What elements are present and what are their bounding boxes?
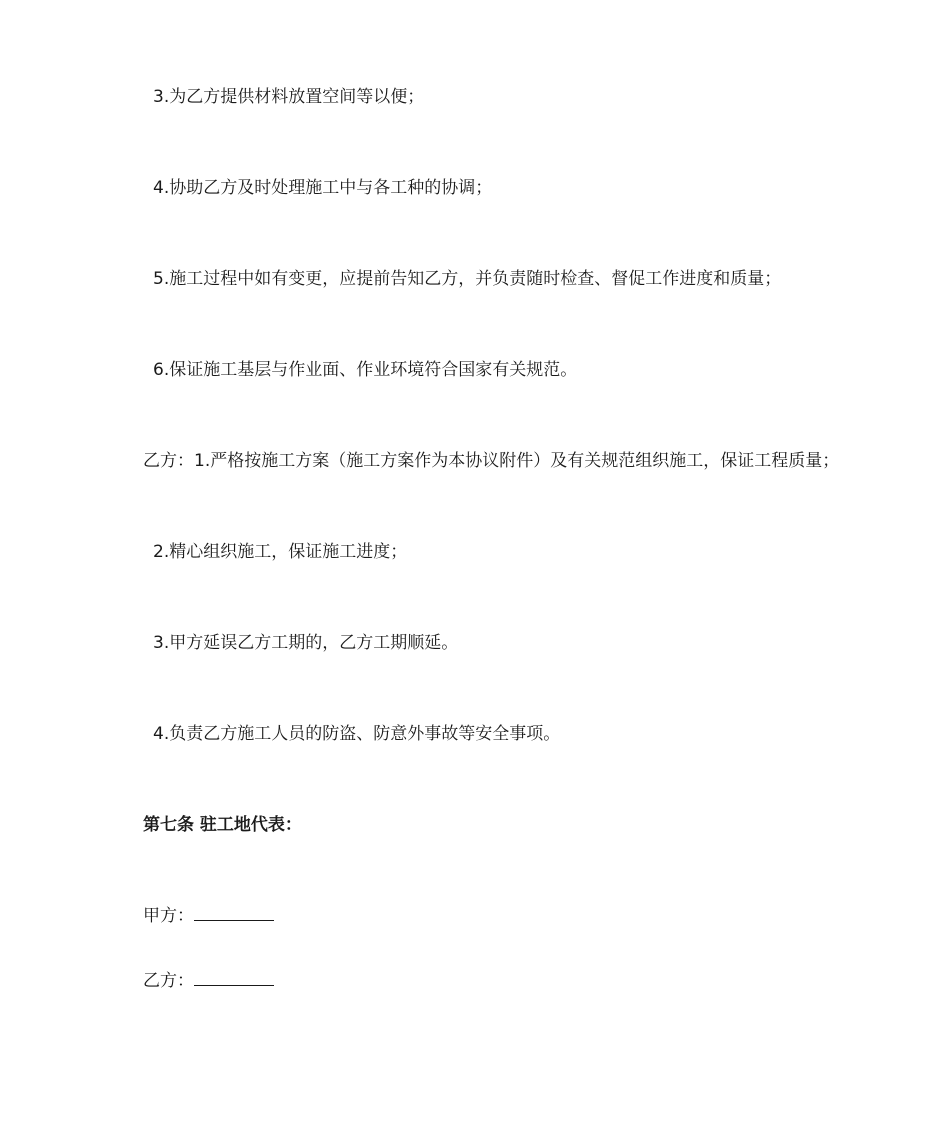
- party-a-label: 甲方：: [143, 906, 194, 926]
- party-b-label: 乙方：: [143, 971, 194, 991]
- party-b-item-3: 3.甲方延误乙方工期的，乙方工期顺延。: [153, 633, 459, 653]
- party-a-item-3: 3.为乙方提供材料放置空间等以便；: [153, 87, 425, 107]
- party-b-item-2: 2.精心组织施工，保证施工进度；: [153, 542, 408, 562]
- party-a-item-4: 4.协助乙方及时处理施工中与各工种的协调；: [153, 178, 493, 198]
- party-b-signature-blank: [194, 971, 274, 986]
- party-a-item-6: 6.保证施工基层与作业面、作业环境符合国家有关规范。: [153, 360, 578, 380]
- party-a-item-5: 5.施工过程中如有变更，应提前告知乙方，并负责随时检查、督促工作进度和质量；: [153, 269, 782, 289]
- party-a-representative-row: [143, 905, 274, 927]
- party-b-representative-row: [143, 970, 274, 992]
- party-b-item-1: 乙方：1.严格按施工方案（施工方案作为本协议附件）及有关规范组织施工，保证工程质量；: [143, 451, 840, 471]
- party-b-item-4: 4.负责乙方施工人员的防盗、防意外事故等安全事项。: [153, 724, 561, 744]
- party-a-signature-blank: [194, 906, 274, 921]
- article-7-heading: 第七条 驻工地代表：: [143, 815, 302, 835]
